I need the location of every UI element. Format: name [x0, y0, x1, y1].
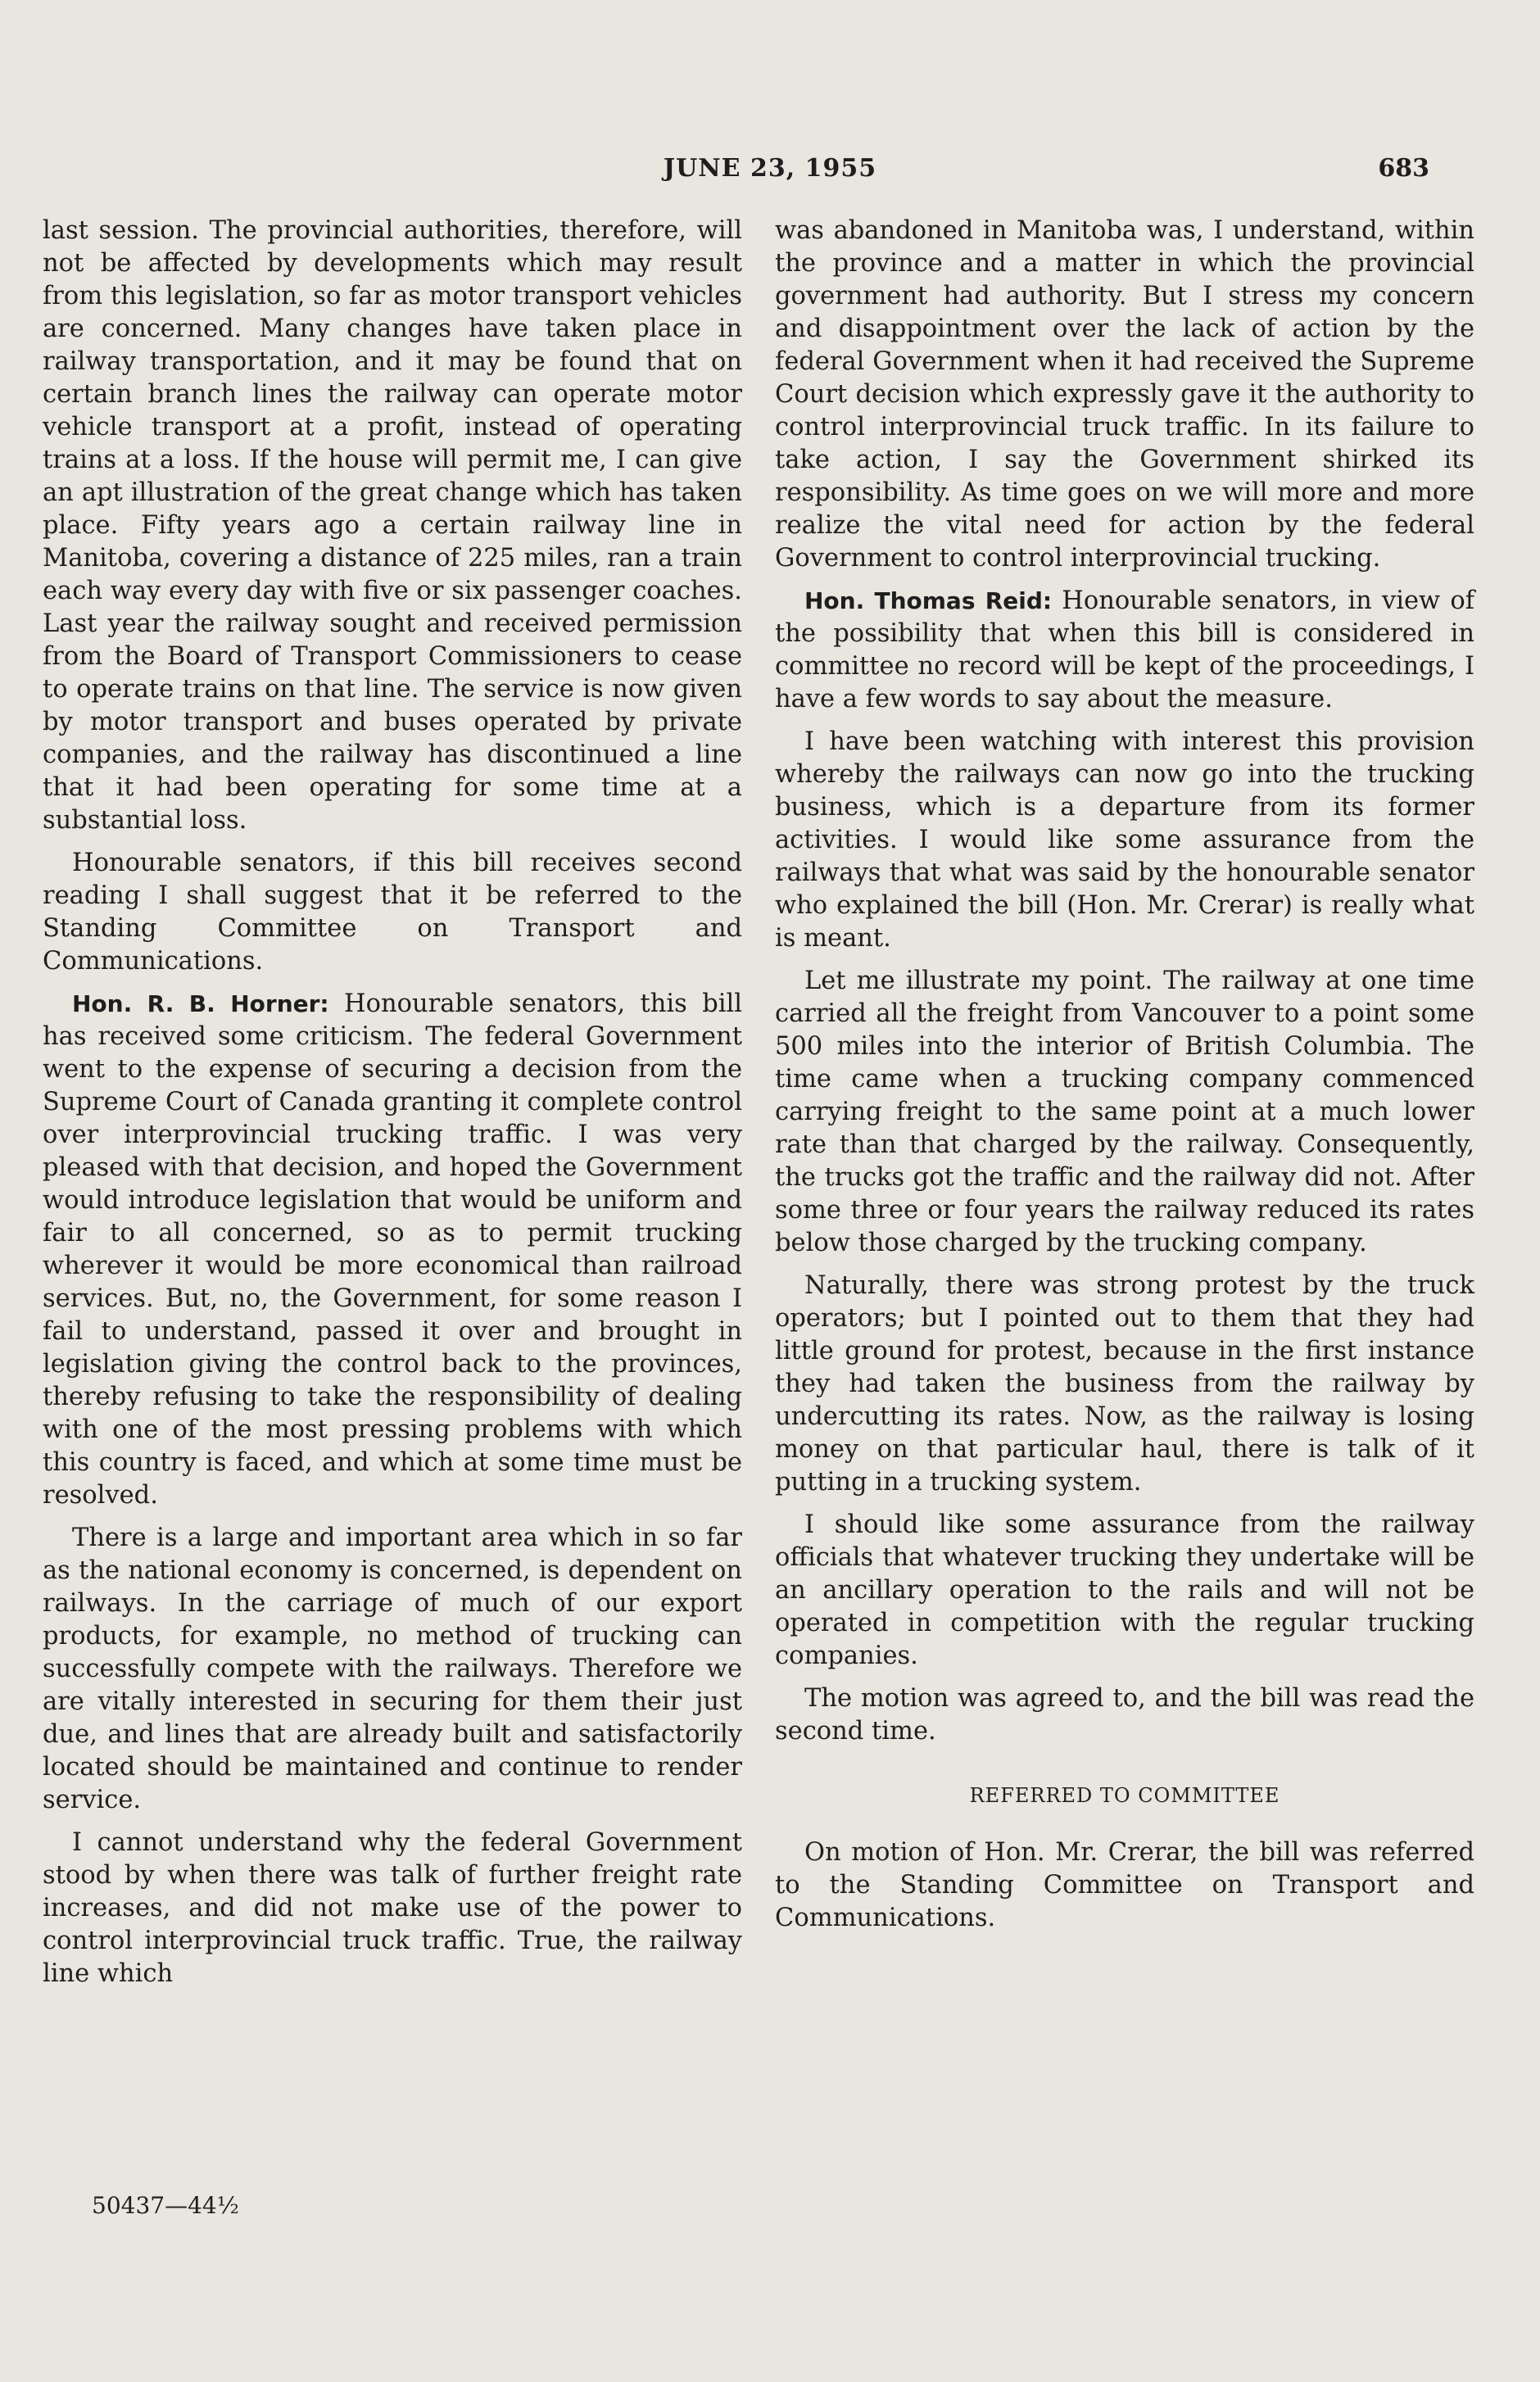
paragraph: The motion was agreed to, and the bill was read the second time.: [775, 1684, 1474, 1746]
paragraph: was abandoned in Manitoba was, I understand, within the province and a matter in which the provincial government had authority. But I stress my concern and disappointment over the lack of action by the federal Government when it had received the Supreme Court decision which expressly gave it the authority to control interprovincial truck traffic. In its failure to take action, I say the Government shirked its responsibility. As time goes on we will more and more realize the vital need for action by the federal Government to control interprovincial trucking.: [775, 216, 1474, 573]
paragraph: On motion of Hon. Mr. Crerar, the bill was referred to the Standing Committee on Transport and Communications.: [775, 1838, 1474, 1932]
paragraph: I should like some assurance from the railway officials that whatever trucking they undertake will be an ancillary operation to the rails and will not be operated in competition with the regular trucking companies.: [775, 1510, 1474, 1670]
speech-paragraph: [775, 585, 1474, 716]
header-date: JUNE 23, 1955: [663, 154, 877, 183]
paragraph: There is a large and important area which in so far as the national economy is concerned, is dependent on railways. In the carriage of much of our export products, for example, no method of trucking can successfully compete with the railways. Therefore we are vitally interested in securing for them their just due, and lines that are already built and satisfactorily located should be maintained and continue to render service.: [43, 1524, 742, 1814]
section-heading: REFERRED TO COMMITTEE: [969, 1784, 1280, 1807]
paragraph: Honourable senators, if this bill receives second reading I shall suggest that it be referred to the Standing Committee on Transport and Communications.: [43, 849, 742, 976]
speech-text: Honourable senators, in view of the possibility that when this bill is considered in committee no record will be kept of the proceedings, I have a few words to say about the measure.: [775, 586, 1474, 713]
page-header: [74, 154, 1466, 187]
paragraph: Let me illustrate my point. The railway at one time carried all the freight from Vancouver to a point some 500 miles into the interior of British Columbia. The time came when a trucking company commenced carrying freight to the same point at a much lower rate than that charged by the railway. Consequently, the trucks got the traffic and the railway did not. After some three or four years the railway reduced its rates below those charged by the trucking company.: [775, 967, 1474, 1257]
speaker-name: Hon. Thomas Reid:: [804, 587, 1053, 614]
speaker-name: Hon. R. B. Horner:: [72, 990, 329, 1017]
paragraph: Naturally, there was strong protest by the truck operators; but I pointed out to them that they had little ground for protest, because in the first instance they had taken the business from the railway by undercutting its rates. Now, as the railway is losing money on that particular haul, there is talk of it putting in a trucking system.: [775, 1271, 1474, 1497]
footer-code: 50437—44½: [92, 2192, 239, 2219]
paragraph: I cannot understand why the federal Government stood by when there was talk of further freight rate increases, and did not make use of the power to control interprovincial truck traffic. True, the railway line which: [43, 1828, 742, 1988]
right-column: [775, 215, 1474, 1945]
left-column: [43, 215, 742, 2000]
speech-paragraph: [43, 988, 742, 1512]
speech-text: Honourable senators, this bill has received some criticism. The federal Government went to the expense of securing a decision from the Supreme Court of Canada granting it complete control over interprovincial trucking traffic. I was very pleased with that decision, and hoped the Government would introduce legislation that would be uniform and fair to all concerned, so as to permit trucking wherever it would be more economical than railroad services. But, no, the Government, for some reason I fail to understand, passed it over and brought in legislation giving the control back to the provinces, thereby refusing to take the responsibility of dealing with one of the most pressing problems with which this country is faced, and which at some time must be resolved.: [43, 989, 742, 1510]
paragraph: last session. The provincial authorities, therefore, will not be affected by developments which may result from this legislation, so far as motor transport vehicles are concerned. Many changes have taken place in railway transportation, and it may be found that on certain branch lines the railway can operate motor vehicle transport at a profit, instead of operating trains at a loss. If the house will permit me, I can give an apt illustration of the great change which has taken place. Fifty years ago a certain railway line in Manitoba, covering a distance of 225 miles, ran a train each way every day with five or six passenger coaches. Last year the railway sought and received permission from the Board of Transport Commissioners to cease to operate trains on that line. The service is now given by motor transport and buses operated by private companies, and the railway has discontinued a line that it had been operating for some time at a substantial loss.: [43, 216, 742, 835]
paragraph: I have been watching with interest this provision whereby the railways can now go into the trucking business, which is a departure from its former activities. I would like some assurance from the railways that what was said by the honourable senator who explained the bill (Hon. Mr. Crerar) is really what is meant.: [775, 727, 1474, 953]
page-number: 683: [1378, 154, 1429, 183]
